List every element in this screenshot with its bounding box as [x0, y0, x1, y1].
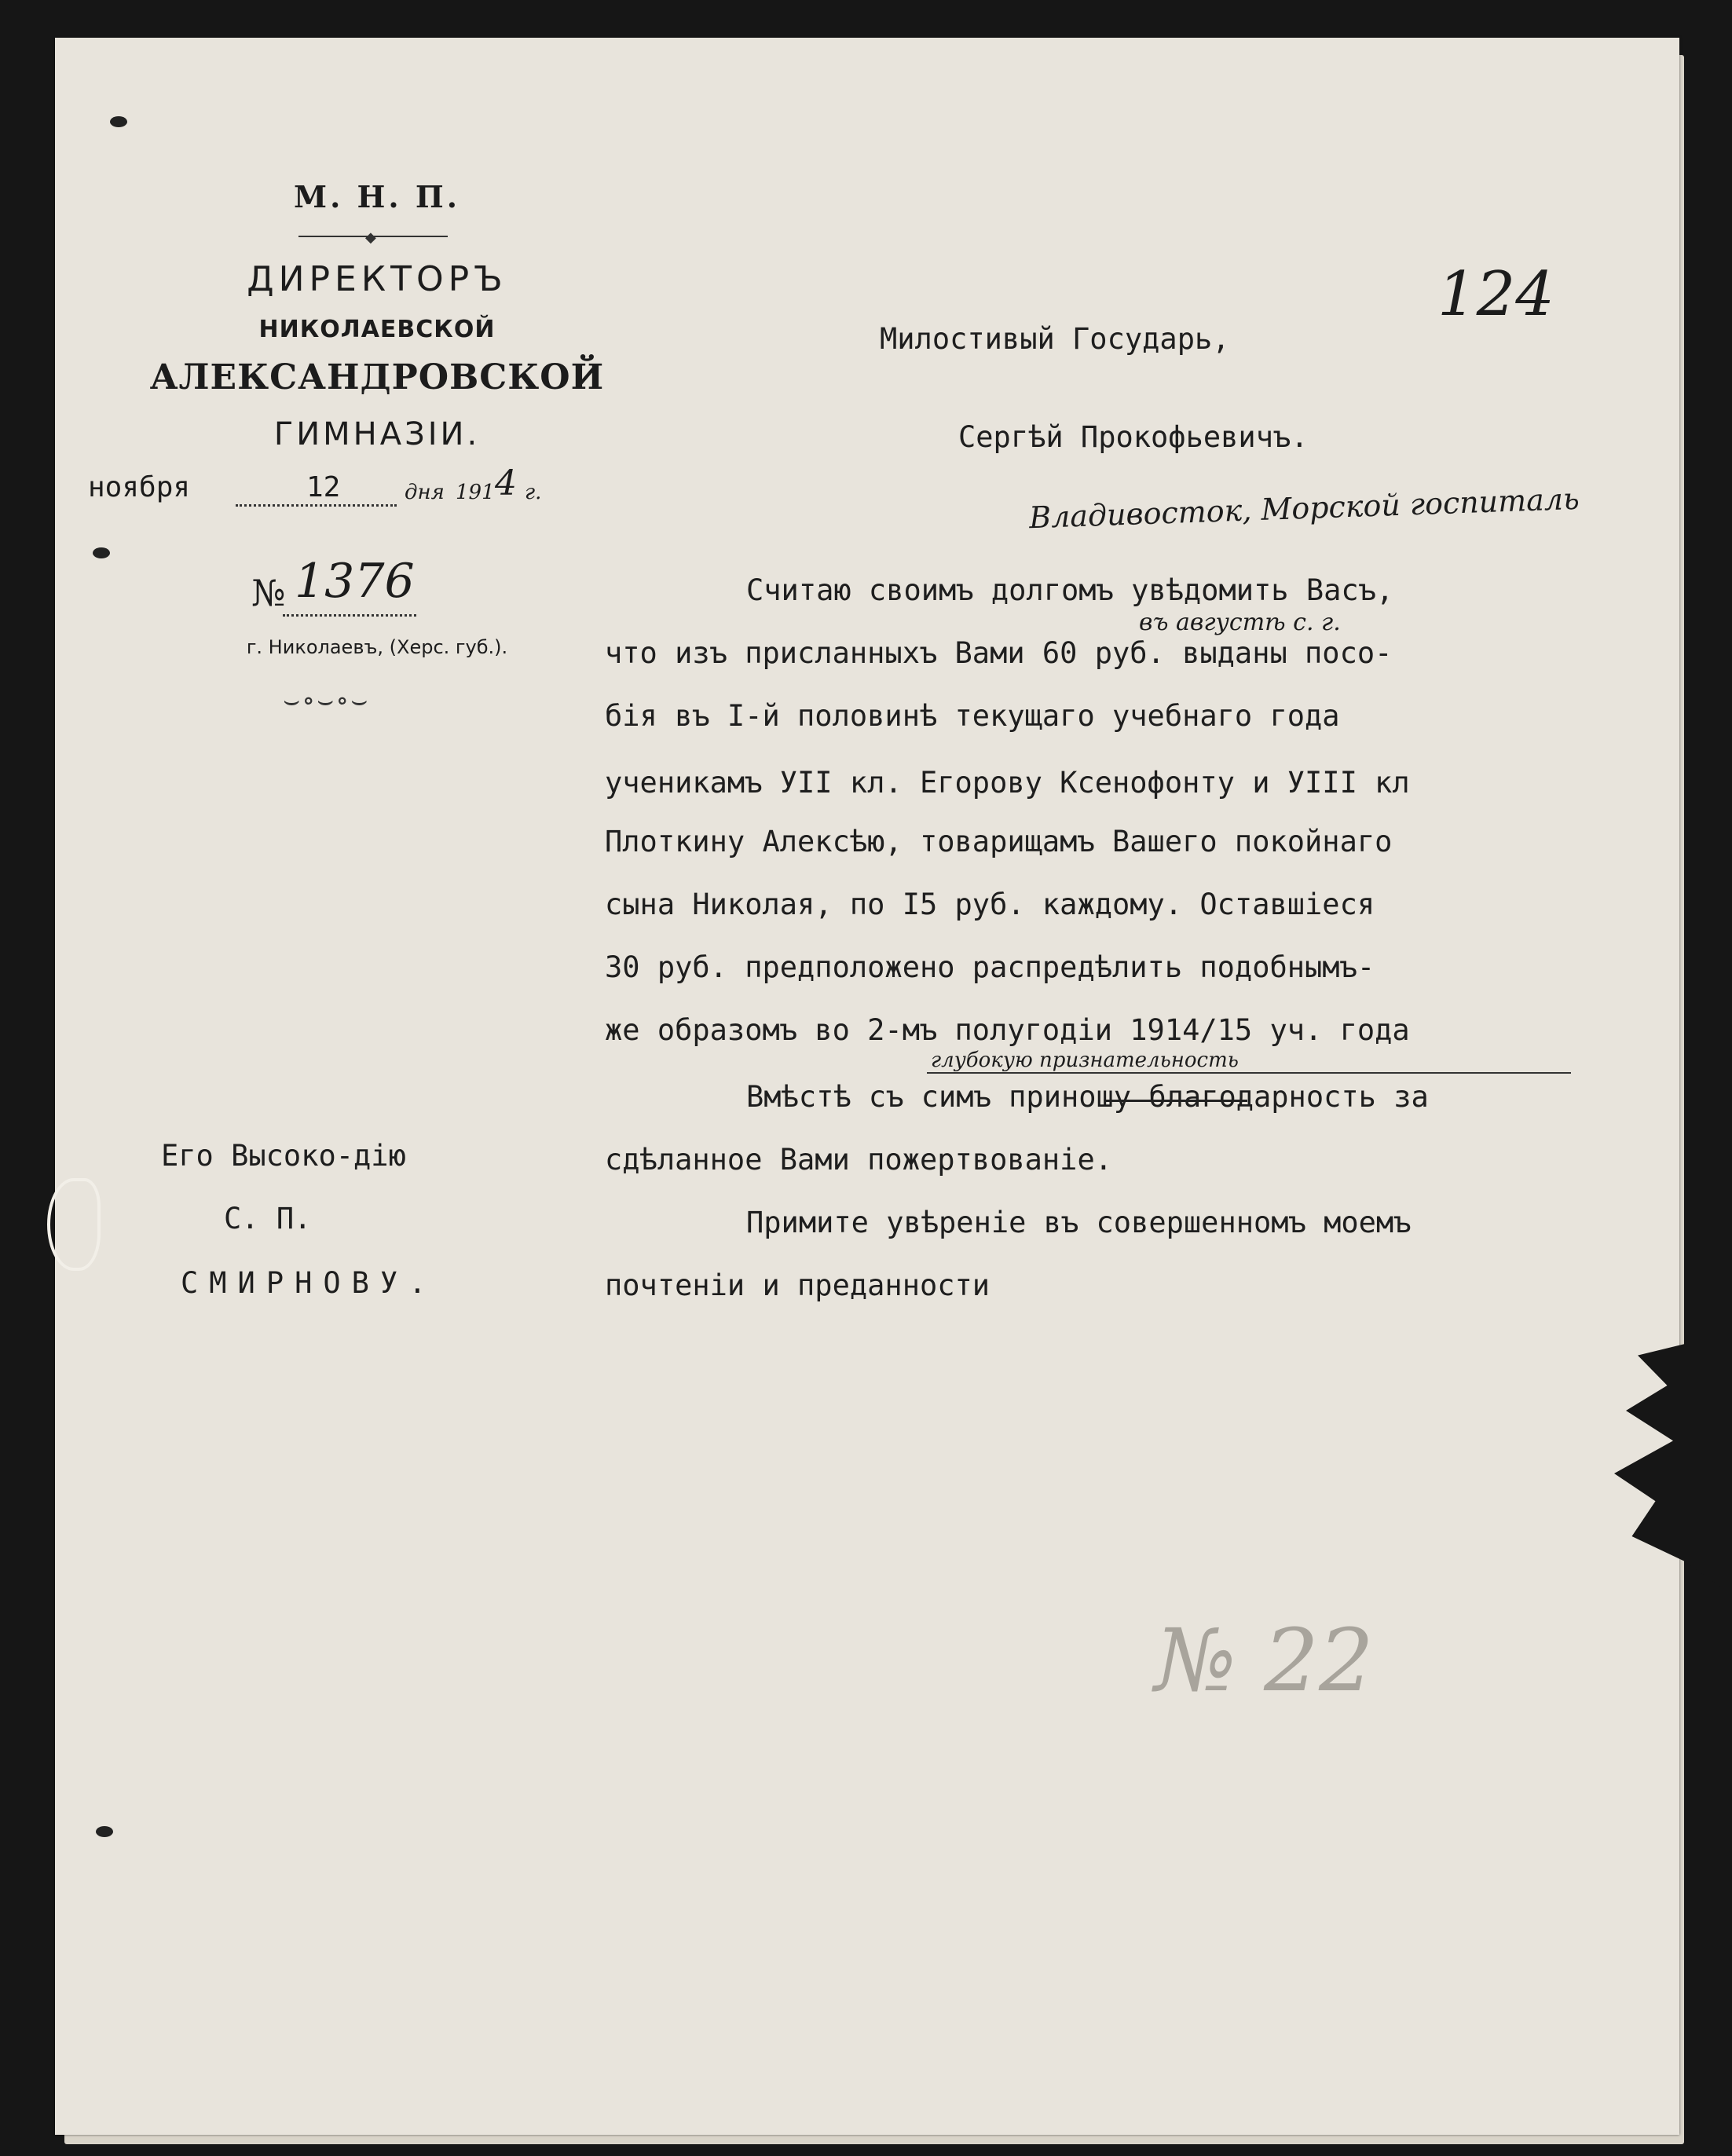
body-line: Плоткину Алексѣю, товарищамъ Вашего покойнаго: [605, 825, 1393, 858]
body-line: Считаю своимъ долгомъ увѣдомить Васъ,: [746, 573, 1394, 607]
place-note-handwritten: Владивосток, Морской госпиталь: [1028, 481, 1580, 536]
addressee-line1: Его Высоко-дію: [161, 1139, 406, 1173]
greeting-line2: Сергѣй Прокофьевичъ.: [958, 420, 1309, 454]
number-dotted-line: [283, 614, 416, 617]
body-line: 30 руб. предположено распредѣлить подобнымъ-: [605, 950, 1375, 984]
letterhead-line2: НИКОЛАЕВСКОЙ: [258, 316, 496, 343]
body-line: Вмѣстѣ съ симъ приношу благодарность за: [746, 1080, 1429, 1114]
date-year-handwritten: 4: [495, 463, 517, 503]
date-word: дня: [405, 481, 445, 504]
date-dotted-line: [236, 504, 397, 507]
body-line: же образомъ во 2-мъ полугодіи 1914/15 уч. года: [605, 1013, 1410, 1047]
body-line: сдѣланное Вами пожертвованіе.: [605, 1143, 1113, 1177]
letterhead-line3: АЛЕКСАНДРОВСКОЙ: [149, 357, 605, 397]
body-line: ученикамъ УII кл. Егорову Ксенофонту и УIII кл: [605, 766, 1410, 800]
document-number: 1376: [295, 554, 415, 609]
letterhead-ministry: М. Н. П.: [294, 179, 460, 214]
binding-hole: [110, 116, 127, 127]
date-suffix: г.: [525, 481, 542, 504]
month-note-handwritten: въ августѣ с. г.: [1139, 609, 1341, 636]
body-line: что изъ присланныхъ Вами 60 руб. выданы посо-: [605, 636, 1393, 670]
binding-hole: [93, 547, 110, 558]
date-day: 12: [306, 471, 341, 503]
insert-note-handwritten: глубокую признательность: [931, 1049, 1239, 1072]
date-month: ноября: [88, 471, 191, 503]
body-line: бія въ I-й половинѣ текущаго учебнаго года: [605, 699, 1340, 733]
ornament-swirl: ⌣∘⌣∘⌣: [283, 685, 370, 716]
letterhead-city: г. Николаевъ, (Херс. губ.).: [246, 636, 508, 658]
body-line: почтеніи и преданности: [605, 1268, 990, 1302]
page-number-handwritten: 124: [1437, 259, 1554, 330]
greeting-line1: Милостивый Государь,: [880, 322, 1230, 356]
strikethrough: [1106, 1100, 1247, 1102]
letterhead-line4: ГИМНАЗІИ.: [273, 416, 481, 452]
binding-hole: [96, 1826, 113, 1837]
ornament-dot: ◆: [365, 229, 376, 246]
archive-number-pencil: № 22: [1155, 1610, 1375, 1711]
insert-underline: [927, 1072, 1571, 1074]
addressee-line3: СМИРНОВУ.: [181, 1266, 438, 1300]
letterhead-title: ДИРЕКТОРЪ: [247, 259, 507, 299]
body-line: Примите увѣреніе въ совершенномъ моемъ: [746, 1206, 1412, 1239]
body-line: сына Николая, по I5 руб. каждому. Оставшіеся: [605, 888, 1375, 921]
binding-thread: [47, 1178, 101, 1271]
addressee-line2: С. П.: [224, 1202, 312, 1235]
number-sign: №: [251, 572, 286, 614]
date-year-printed: 191: [456, 481, 495, 504]
